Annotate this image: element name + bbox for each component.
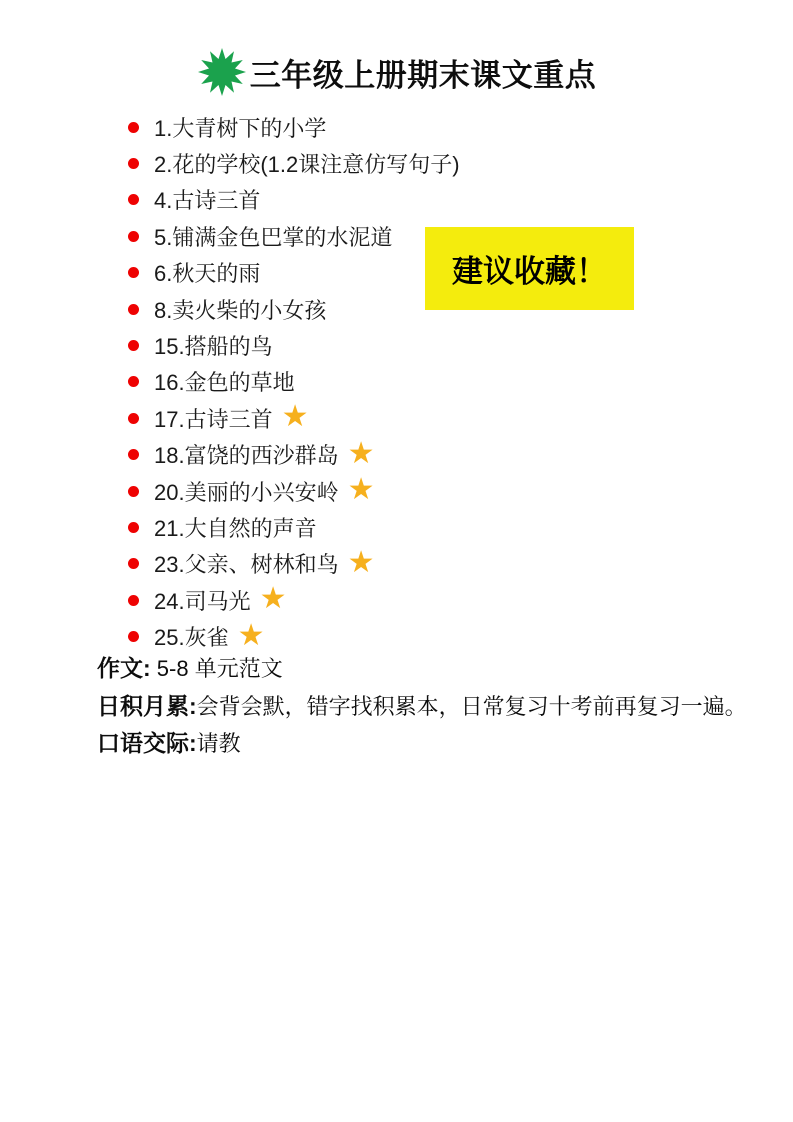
list-item [128,218,460,254]
lesson-title: 17.古诗三首 [154,406,273,432]
lesson-title: 21.大自然的声音 [154,515,317,541]
star-icon: ★ [347,436,375,470]
lesson-title: 1.大青树下的小学 [154,115,327,141]
lesson-title: 25.灰雀 [154,625,229,651]
starburst-shape [198,48,246,96]
bullet-icon [128,267,139,278]
star-icon: ★ [347,545,375,579]
lesson-title: 15.搭船的鸟 [154,334,273,360]
note-composition-text: 5-8 单元范文 [150,656,283,681]
note-composition-label: 作文: [97,655,151,681]
list-item [128,109,460,145]
bullet-icon [128,631,139,642]
bullet-icon [128,194,139,205]
list-item [128,364,460,400]
list-item [128,400,460,436]
highlight-box: 建议收藏！ [425,227,634,310]
bullet-icon [128,558,139,569]
lesson-title: 18.富饶的西沙群岛 [154,443,339,469]
lesson-title: 4.古诗三首 [154,188,261,214]
lesson-list [128,109,460,655]
bullet-icon [128,376,139,387]
note-oral-text: 请教 [196,731,241,756]
list-item [128,291,460,327]
bullet-icon [128,122,139,133]
list-item [128,509,460,545]
star-icon: ★ [347,473,375,507]
list-item [128,145,460,181]
bullet-icon [128,486,139,497]
lesson-title: 2.花的学校(1.2课注意仿写句子) [154,152,460,178]
list-item [128,255,460,291]
note-accumulation [97,688,747,726]
star-icon: ★ [281,400,309,434]
bullet-icon [128,158,139,169]
lesson-title: 23.父亲、树林和鸟 [154,552,339,578]
notes-section [97,650,747,763]
bullet-icon [128,304,139,315]
bullet-icon [128,231,139,242]
document-title-row [0,46,793,98]
list-item [128,546,460,582]
star-icon: ★ [259,582,287,616]
bullet-icon [128,449,139,460]
list-item [128,582,460,618]
bullet-icon [128,340,139,351]
note-oral [97,725,747,763]
lesson-title: 20.美丽的小兴安岭 [154,479,339,505]
list-item [128,182,460,218]
lesson-title: 6.秋天的雨 [154,261,261,287]
list-item [128,473,460,509]
starburst-icon [197,46,247,98]
list-item [128,327,460,363]
lesson-title: 24.司马光 [154,588,251,614]
bullet-icon [128,522,139,533]
note-oral-label: 口语交际: [97,730,197,756]
bullet-icon [128,413,139,424]
page-title: 三年级上册期末课文重点 [249,57,597,93]
list-item [128,437,460,473]
note-composition [97,650,747,688]
lesson-title: 16.金色的草地 [154,370,295,396]
note-accumulation-text: 会背会默，错字找积累本，日常复习十考前再复习一遍。 [196,693,747,719]
star-icon: ★ [237,618,265,652]
note-accumulation-label: 日积月累: [97,692,197,719]
lesson-title: 5.铺满金色巴掌的水泥道 [154,224,393,250]
lesson-title: 8.卖火柴的小女孩 [154,297,327,323]
bullet-icon [128,595,139,606]
